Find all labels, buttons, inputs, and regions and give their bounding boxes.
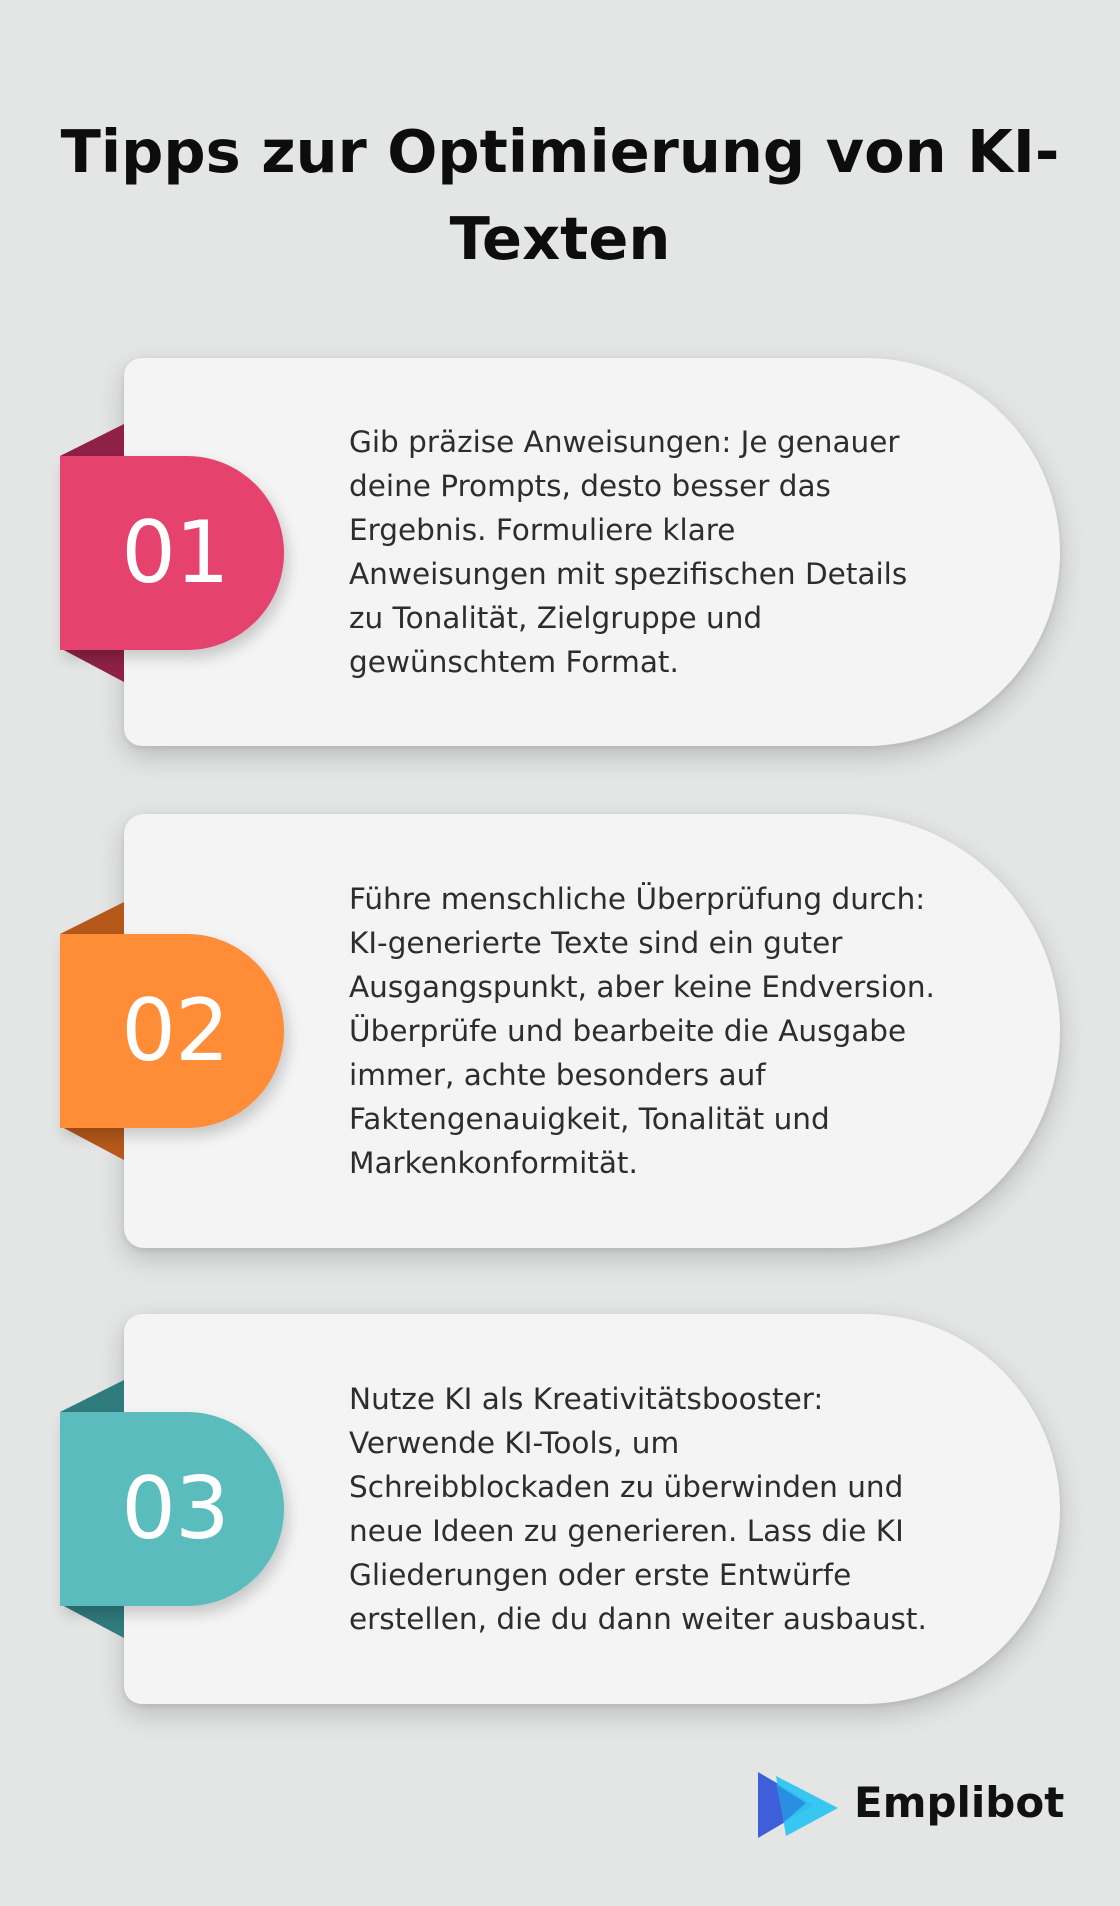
ribbon-fold-top-3 <box>60 1380 124 1412</box>
ribbon-fold-bottom-2 <box>60 1126 124 1160</box>
page-title: Tipps zur Optimierung von KI-Texten <box>60 117 1060 273</box>
logo-wordmark: Emplibot <box>854 1778 1065 1827</box>
ribbon-fold-top-2 <box>60 902 124 934</box>
ribbon-fold-top-1 <box>60 424 124 456</box>
badge-number-2: 02 <box>121 981 229 1081</box>
tip-text-1: Gib präzise Anweisungen: Je genauer deine Prompts, desto besser das Ergebnis. Formuliere klare Anweisungen mit spezifischen Details zu Tonalität, Zielgruppe und gewünschtem Format. <box>349 425 908 679</box>
ribbon-fold-bottom-1 <box>60 648 124 682</box>
number-badge-1 <box>60 456 284 650</box>
number-badge-2 <box>60 934 284 1128</box>
number-badge-3 <box>60 1412 284 1606</box>
emplibot-logo <box>756 1770 1065 1842</box>
ribbon-fold-bottom-3 <box>60 1604 124 1638</box>
emplibot-logo-icon <box>756 1770 840 1840</box>
tip-text-2: Führe menschliche Überprüfung durch: KI-generierte Texte sind ein guter Ausgangspunkt, aber keine Endversion. Überprüfe und bearbeite die Ausgabe immer, achte besonders auf Faktengenauigkeit, Tonalität und Markenkonformität. <box>349 882 935 1180</box>
badge-number-1: 01 <box>121 503 229 603</box>
tip-text-3: Nutze KI als Kreativitätsbooster: Verwende KI-Tools, um Schreibblockaden zu überwinden und neue Ideen zu generieren. Lass die KI Gliederungen oder erste Entwürfe erstellen, die du dann weiter ausbaust. <box>349 1382 927 1636</box>
badge-number-3: 03 <box>121 1459 229 1559</box>
